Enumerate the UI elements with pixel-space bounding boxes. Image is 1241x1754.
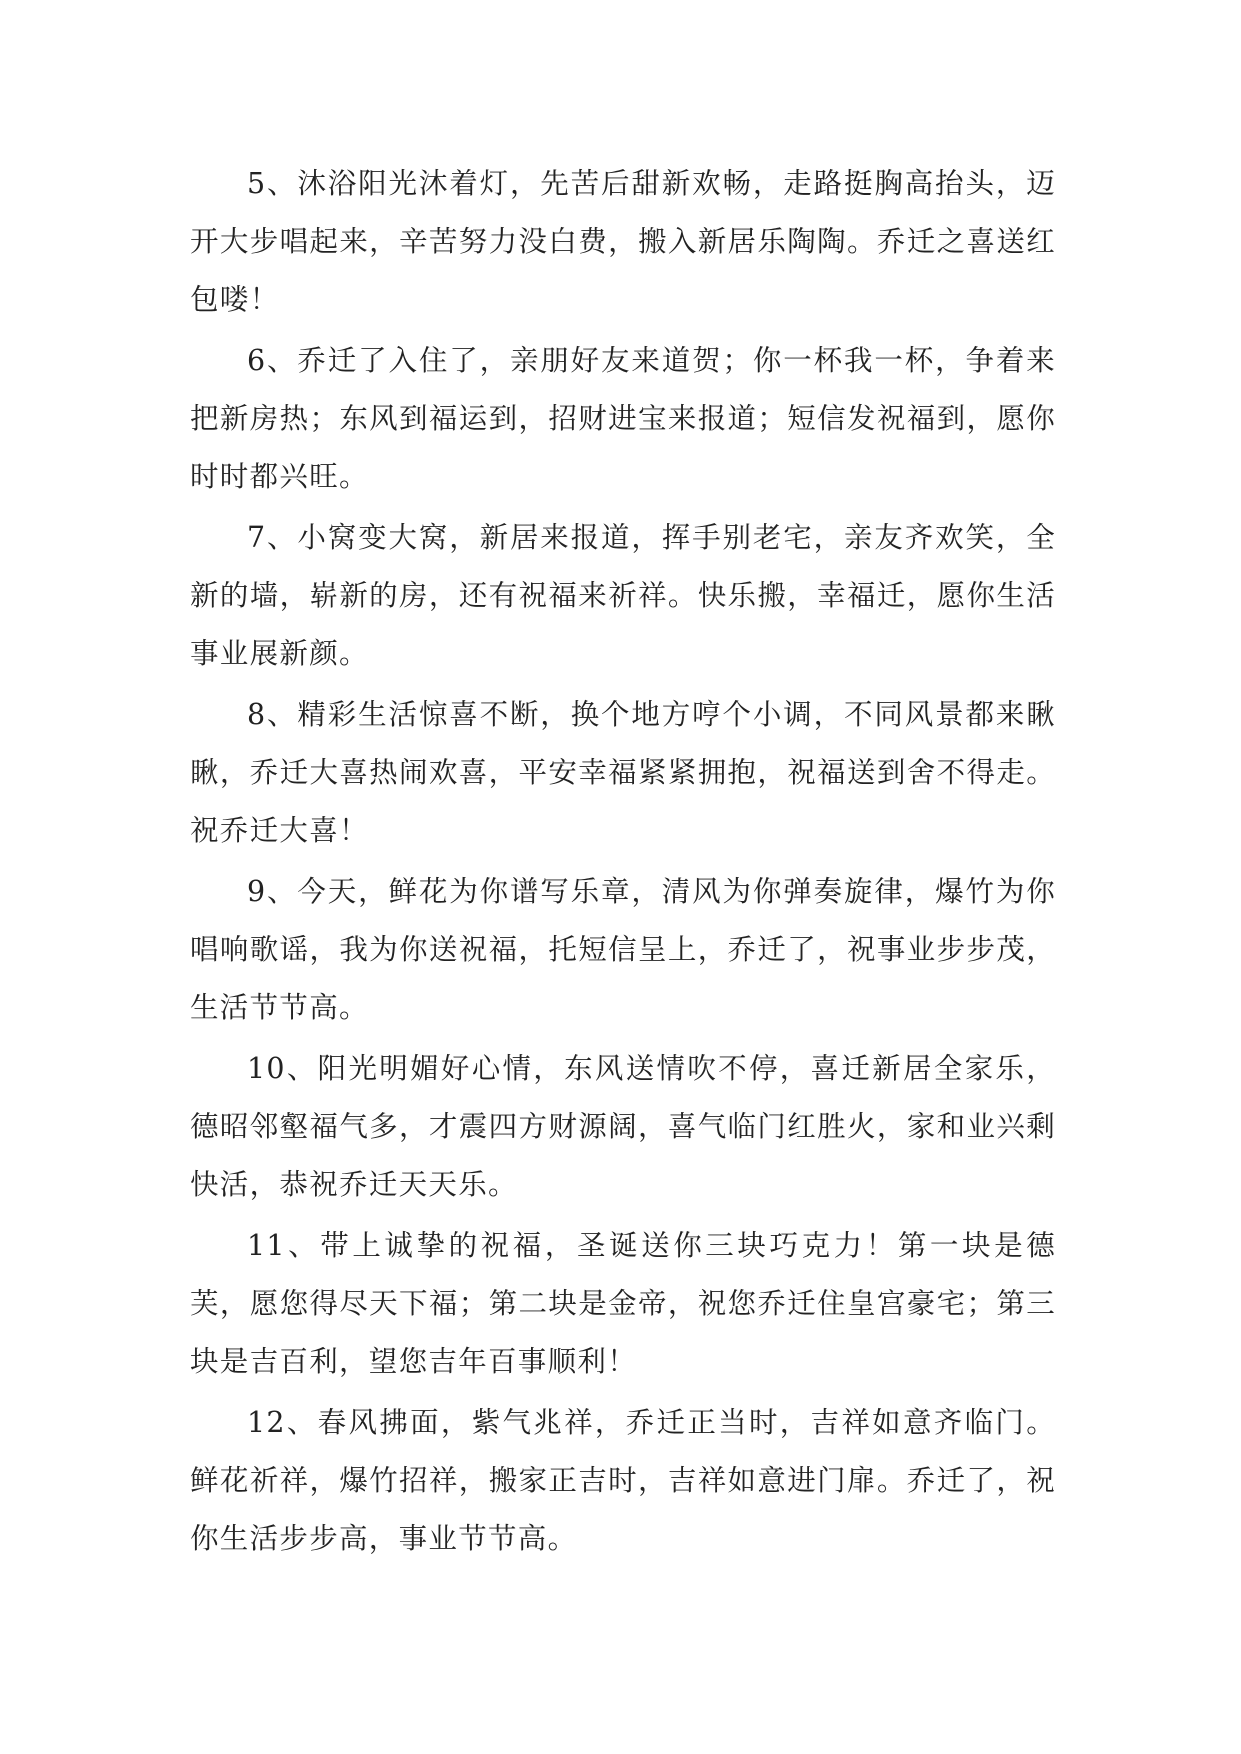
paragraph-6: 6、乔迁了入住了，亲朋好友来道贺；你一杯我一杯，争着来把新房热；东风到福运到，招财进宝来报道；短信发祝福到，愿你时时都兴旺。	[190, 344, 1056, 493]
paragraph-7: 7、小窝变大窝，新居来报道，挥手别老宅，亲友齐欢笑，全新的墙，崭新的房，还有祝福来祈祥。快乐搬，幸福迁，愿你生活事业展新颜。	[190, 521, 1056, 670]
paragraph-9: 9、今天，鲜花为你谱写乐章，清风为你弹奏旋律，爆竹为你唱响歌谣，我为你送祝福，托短信呈上，乔迁了，祝事业步步茂，生活节节高。	[190, 875, 1056, 1024]
paragraph-11: 11、带上诚挚的祝福，圣诞送你三块巧克力！第一块是德芙，愿您得尽天下福；第二块是金帝，祝您乔迁住皇宫豪宅；第三块是吉百利，望您吉年百事顺利！	[190, 1229, 1056, 1378]
document-body	[190, 155, 1056, 1571]
paragraph-5: 5、沐浴阳光沐着灯，先苦后甜新欢畅，走路挺胸高抬头，迈开大步唱起来，辛苦努力没白费，搬入新居乐陶陶。乔迁之喜送红包喽！	[190, 167, 1056, 316]
paragraph-10: 10、阳光明媚好心情，东风送情吹不停，喜迁新居全家乐，德昭邻壑福气多，才震四方财源阔，喜气临门红胜火，家和业兴剩快活，恭祝乔迁天天乐。	[190, 1052, 1056, 1201]
paragraph-8: 8、精彩生活惊喜不断，换个地方哼个小调，不同风景都来瞅瞅，乔迁大喜热闹欢喜，平安幸福紧紧拥抱，祝福送到舍不得走。祝乔迁大喜！	[190, 698, 1056, 847]
paragraph-12: 12、春风拂面，紫气兆祥，乔迁正当时，吉祥如意齐临门。鲜花祈祥，爆竹招祥，搬家正吉时，吉祥如意进门扉。乔迁了，祝你生活步步高，事业节节高。	[190, 1406, 1056, 1555]
